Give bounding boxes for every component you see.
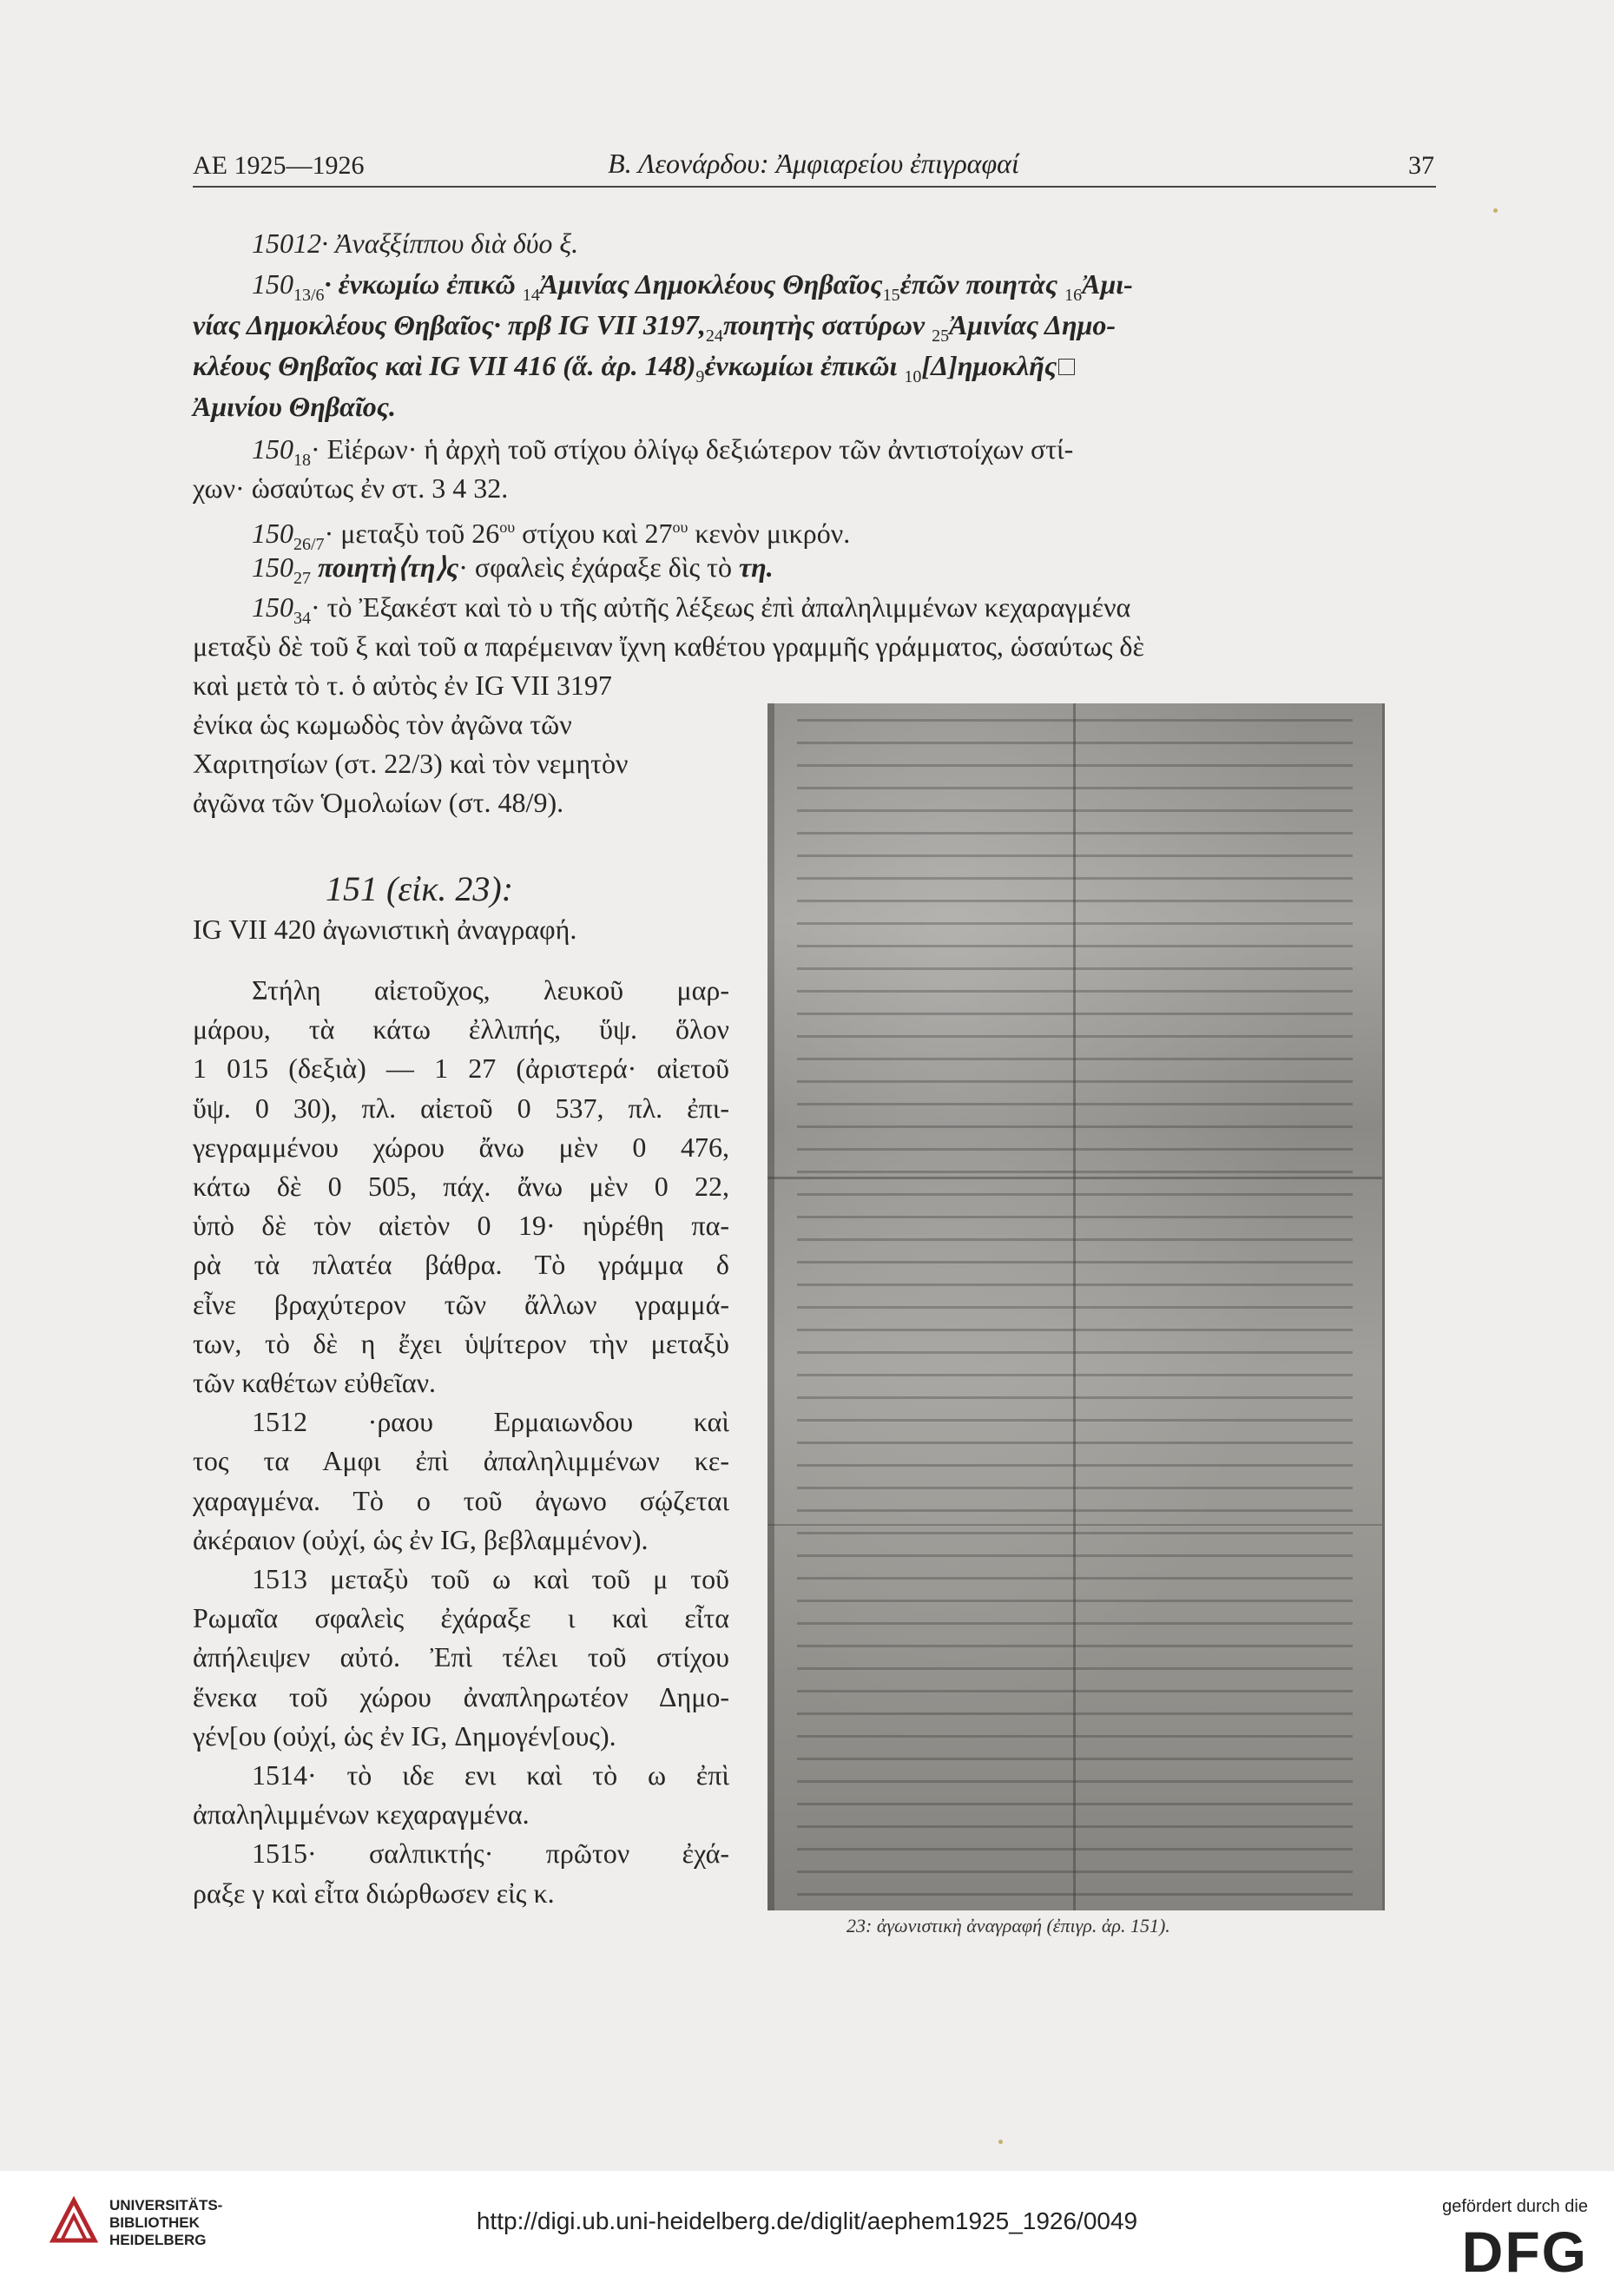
body-line: τῶν καθέτων εὐθεῖαν. [193, 1367, 437, 1398]
body-line: γέν[ου (οὐχί, ὡς ἐν IG, Δημογέν[ους). [193, 1720, 616, 1752]
section-heading: 151 (εἰκ. 23): [326, 869, 514, 908]
note-line-12: καὶ μετὰ τὸ τ. ὁ αὐτὸς ἐν IG VII 3197 [193, 670, 612, 701]
body-line: ραξε γ καὶ εἶτα διώρθωσεν εἰς κ. [193, 1877, 555, 1909]
body-line: Ρωμαῖα σφαλεὶς ἐχάραξε ι καὶ εἶτα [193, 1602, 729, 1633]
note-line-3: νίας Δημοκλέους Θηβαῖος· πρβ IG VII $3197,_{24}\pi o\iota\eta\tau ὴ\varsigma$ σατύρων $_{25}$Ἀμινίας Δημο- [193, 309, 1117, 346]
running-header [193, 148, 1434, 188]
section-subtitle: IG VII 420 ἀγωνιστικὴ ἀναγραφή. [193, 914, 577, 945]
note-line-7: χων· ὡσαύτως ἐν στ. 3 4 32. [193, 472, 509, 504]
body-line: εἶνε βραχύτερον τῶν ἄλλων γραμμά- [193, 1289, 729, 1320]
body-line: ὕψ. 0 30), πλ. αἰετοῦ 0 537, πλ. ἐπι- [193, 1092, 729, 1124]
digital-object-url[interactable]: http://digi.ub.uni-heidelberg.de/diglit/aephem1925_1926/0049 [476, 2207, 1138, 2234]
body-line: ὑπὸ δὲ τὸν αἰετὸν 0 19· ηὑρέθη πα- [193, 1210, 729, 1241]
note-line-11: μεταξὺ δὲ τοῦ ξ καὶ τοῦ α παρέμειναν ἴχνη καθέτου γραμμῆς γράμματος, ὡσαύτως δὲ [193, 630, 1144, 662]
note-line-5: Ἀμινίου Θηβαῖος. [193, 391, 397, 422]
body-line: ρὰ τὰ πλατέα βάθρα. Τὸ γράμμα δ [193, 1249, 729, 1280]
note-line-2: $150_{13/6}\cdot$ ἐνκωμίω ἐπικῶ $_{14}$Ἀμινίας Δημοκλέους Θηβαῖος$_{15}$ἐπῶν ποιητὰς $_{16}$Ἀμι- [252, 268, 1133, 305]
body-line: ἀκέραιον (οὐχί, ὡς ἐν IG, βεβλαμμένον). [193, 1524, 649, 1555]
body-line: 1515· σαλπικτής· πρῶτον ἐχά- [252, 1837, 729, 1869]
note-line-10: $150_{34}\cdot$ τὸ Ἐξακέστ καὶ τὸ υ τῆς αὐτῆς λέξεως ἐπὶ ἀπαληλιμμένων κεχαραγμένα [252, 591, 1131, 628]
body-line: 1514· τὸ ιδε ενι καὶ τὸ ω ἐπὶ [252, 1759, 729, 1791]
body-line: ἀπαληλιμμένων κεχαραγμένα. [193, 1798, 530, 1830]
page-number: 37 [1408, 151, 1434, 180]
body-line: κάτω δὲ 0 505, πάχ. ἄνω μὲν 0 22, [193, 1171, 729, 1202]
dfg-logo: DFG [1461, 2220, 1588, 2284]
speck [998, 2140, 1003, 2144]
body-line: χαραγμένα. Τὸ ο τοῦ ἀγωνο σῴζεται [193, 1485, 729, 1516]
body-line: των, τὸ δὲ η ἔχει ὑψίτερον τὴν μεταξὺ [193, 1328, 729, 1359]
note-line-6: $150_{18}\cdot$ Εἰέρων· ἡ ἀρχὴ τοῦ στίχου ὀλίγῳ δεξιώτερον τῶν ἀντιστοίχων στί- [252, 433, 1074, 470]
body-line: ἀπήλειψεν αὐτό. Ἐπὶ τέλει τοῦ στίχου [193, 1641, 729, 1673]
body-line: τος τα Αμφι ἐπὶ ἀπαληλιμμένων κε- [193, 1445, 729, 1476]
body-line: μάρου, τὰ κάτω ἐλλιπής, ὕψ. ὅλον [193, 1013, 729, 1045]
figure-caption: 23: ἀγωνιστικὴ ἀναγραφή (ἐπιγρ. ἀρ. 151). [847, 1915, 1170, 1936]
note-line-13: ἐνίκα ὡς κωμωδὸς τὸν ἀγῶνα τῶν [193, 709, 572, 740]
lacuna-box-icon [1058, 359, 1075, 375]
funding-label: gefördert durch die [1442, 2197, 1588, 2216]
library-name: UNIVERSITÄTS- BIBLIOTHEK HEIDELBERG [109, 2197, 223, 2248]
body-line: ἕνεκα τοῦ χώρου ἀναπληρωτέον Δημο- [193, 1681, 729, 1712]
body-line: 1512 ·ραου Ερμαιωνδου καὶ [252, 1406, 729, 1437]
body-line: 1 015 (δεξιὰ) — 1 27 (ἀριστερά· αἰετοῦ [193, 1052, 729, 1084]
header-rule [193, 186, 1436, 188]
note-line-9: $150_{27}$ ποιητὴ⟨τη⟩ς· σφαλεὶς ἐχάραξε δὶς τὸ τη. [252, 551, 774, 588]
journal-ref: ΑΕ 1925—1926 [193, 151, 365, 180]
note-line-8: $150_{26/7}\cdot$ μεταξὺ τοῦ $26^{o\upsilon}$ στίχου καὶ $27^{o\upsilon}$ κενὸν μικρόν. [252, 518, 851, 554]
note-line-1: 15012· Ἀναξξίππου διὰ δύο ξ. [252, 228, 579, 259]
note-line-4: κλέους Θηβαῖος καὶ IG VII 416 (ἅ. ἀρ. $148)_9ἐ\nu\kappa\omega\mu ί\omega\iota$ ἐπικῶι $_{10}$[Δ]ημοκλῆς [193, 346, 1077, 397]
body-line: γεγραμμένου χώρου ἄνω μὲν 0 476, [193, 1132, 729, 1163]
stele-photograph [767, 703, 1385, 1910]
body-line: Στήλη αἰετοῦχος, λευκοῦ μαρ- [252, 974, 729, 1006]
author-title: Β. Λεονάρδου: Ἀμφιαρείου ἐπιγραφαί [608, 148, 1019, 179]
body-line: 1513 μεταξὺ τοῦ ω καὶ τοῦ μ τοῦ [252, 1563, 729, 1594]
note-line-14: Χαριτησίων (στ. 22/3) καὶ τὸν νεμητὸν [193, 748, 629, 779]
note-line-15: ἀγῶνα τῶν Ὁμολωίων (στ. 48/9). [193, 787, 564, 818]
speck [1493, 208, 1498, 213]
